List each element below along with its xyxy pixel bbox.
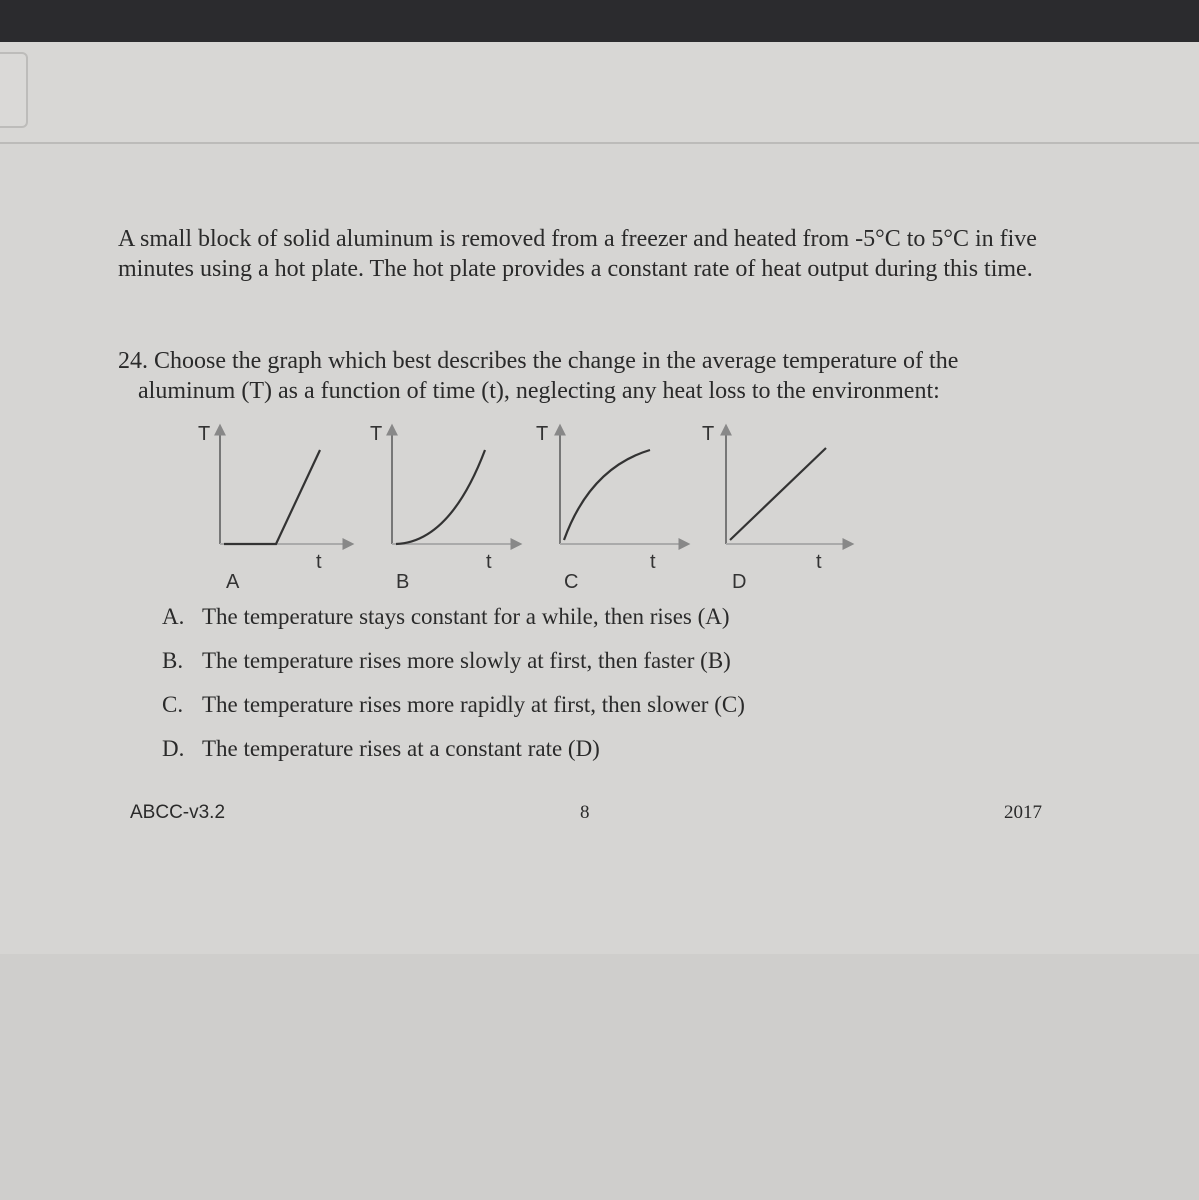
- intro-paragraph: A small block of solid aluminum is removed from a freezer and heated from -5°C to 5°C in five minutes using a hot plate. The hot plate provides a constant rate of heat output during this time.: [118, 226, 1037, 282]
- graph-d-curve: [730, 448, 826, 540]
- option-c-letter: C.: [162, 692, 184, 717]
- browser-top-bar: [0, 0, 1199, 42]
- side-panel-tab[interactable]: [0, 52, 28, 128]
- graph-c: [536, 423, 688, 593]
- option-d-letter: D.: [162, 736, 185, 761]
- graphs-svg: [180, 418, 880, 598]
- option-a[interactable]: [162, 600, 745, 644]
- graph-options: [180, 418, 880, 598]
- graph-b-x-label: t: [486, 551, 492, 573]
- option-b[interactable]: [162, 644, 745, 688]
- graph-a-y-label: T: [198, 423, 211, 445]
- graph-d-x-label: t: [816, 551, 822, 573]
- question-24: [118, 346, 1078, 406]
- footer-year: 2017: [1004, 802, 1042, 823]
- graph-d: [702, 423, 852, 593]
- graph-b: [370, 423, 520, 593]
- screen-bottom: [0, 954, 1199, 1200]
- question-line-1: Choose the graph which best describes the change in the average temperature of the: [154, 348, 959, 374]
- graph-a-letter: A: [226, 571, 240, 593]
- graph-d-y-label: T: [702, 423, 715, 445]
- graph-d-letter: D: [732, 571, 747, 593]
- option-a-letter: A.: [162, 604, 185, 629]
- graph-c-y-label: T: [536, 423, 549, 445]
- option-c-text: The temperature rises more rapidly at first, then slower (C): [202, 692, 745, 717]
- option-d[interactable]: [162, 732, 745, 776]
- graph-b-letter: B: [396, 571, 410, 593]
- question-number: 24.: [118, 348, 148, 374]
- graph-b-curve: [396, 450, 485, 544]
- footer-page-number: 8: [580, 802, 590, 823]
- question-line-2: aluminum (T) as a function of time (t), neglecting any heat loss to the environment:: [138, 378, 940, 404]
- option-b-text: The temperature rises more slowly at first, then faster (B): [202, 648, 731, 673]
- option-a-text: The temperature stays constant for a while, then rises (A): [202, 604, 730, 629]
- graph-c-curve: [564, 450, 650, 540]
- graph-b-y-label: T: [370, 423, 383, 445]
- option-c[interactable]: [162, 688, 745, 732]
- graph-c-x-label: t: [650, 551, 656, 573]
- option-b-letter: B.: [162, 648, 184, 673]
- graph-a-curve: [224, 450, 320, 544]
- answer-options: [162, 600, 745, 776]
- toolbar-area: [0, 42, 1199, 142]
- graph-a: [198, 423, 352, 593]
- graph-a-x-label: t: [316, 551, 322, 573]
- footer-version: ABCC-v3.2: [130, 802, 226, 823]
- option-d-text: The temperature rises at a constant rate (D): [202, 736, 600, 761]
- graph-c-letter: C: [564, 571, 579, 593]
